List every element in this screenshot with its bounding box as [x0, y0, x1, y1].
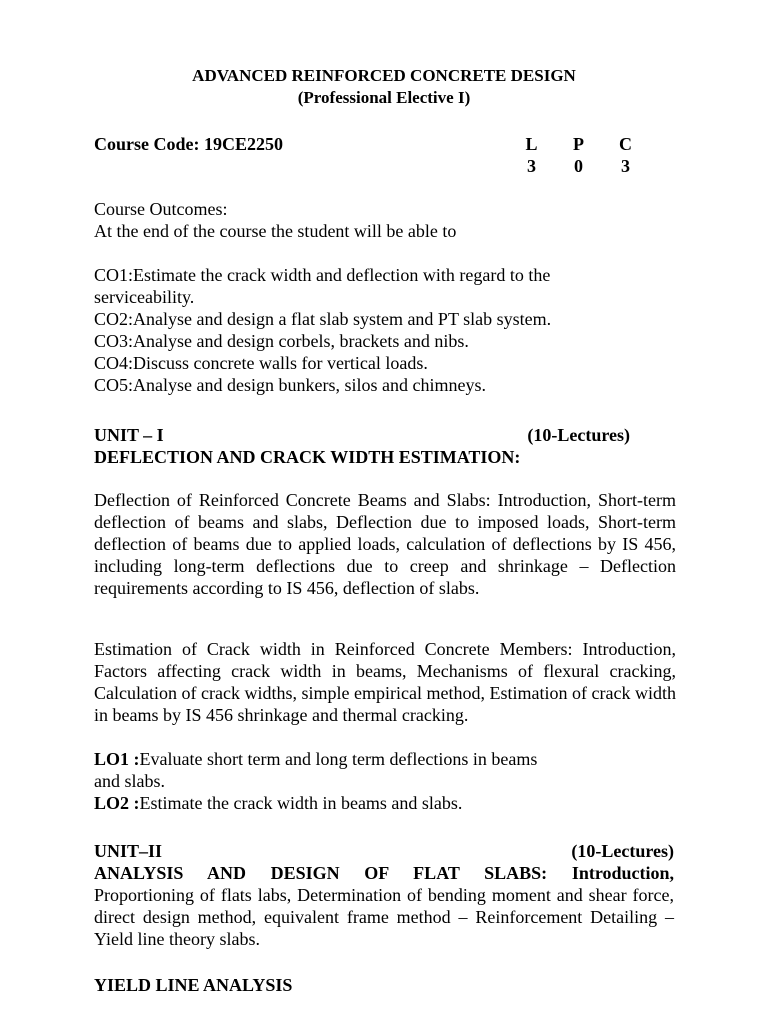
course-subtitle: (Professional Elective I): [297, 88, 471, 107]
unit1-lectures: (10-Lectures): [527, 425, 630, 445]
lpc-value-l: 3: [527, 156, 536, 176]
unit1-crack-paragraph: Estimation of Crack width in Reinforced Concrete Members: Introduction, Factors affecting crack width in beams, Mechanisms of flexural cracking, Calculation of crack widths, simple empirical method, Estimation of crack width in beams by IS 456 shrinkage and thermal cracking.: [94, 639, 676, 725]
course-outcomes-heading: Course Outcomes:: [94, 199, 228, 219]
unit1-label: UNIT – I: [94, 425, 164, 445]
lo1-label: LO1 :: [94, 749, 140, 769]
unit2-title: ANALYSIS AND DESIGN OF FLAT SLABS:: [94, 863, 548, 883]
unit2-heading-row: [94, 840, 674, 862]
unit2-lectures: (10-Lectures): [571, 841, 674, 861]
unit2-title-row: [94, 862, 674, 884]
lo2-line: [94, 792, 676, 814]
course-title: ADVANCED REINFORCED CONCRETE DESIGN: [192, 66, 576, 85]
lpc-label-l: L: [525, 134, 538, 154]
course-code: Course Code: 19CE2250: [94, 134, 283, 154]
unit1-learning-outcomes: [94, 748, 676, 814]
outcome-item-co3: CO3:Analyse and design corbels, brackets and nibs.: [94, 331, 469, 351]
lpc-label-p: P: [573, 134, 584, 154]
course-outcomes-list: [94, 264, 634, 396]
lo2-text: Estimate the crack width in beams and slabs.: [139, 793, 463, 813]
course-outcomes-intro: [94, 198, 676, 242]
outcome-item-co1: CO1:Estimate the crack width and deflection with regard to the serviceability.: [94, 265, 551, 307]
unit2-body: Proportioning of flats labs, Determination of bending moment and shear force, direct design method, equivalent frame method – Reinforcement Detailing –Yield line theory slabs.: [94, 885, 674, 949]
lpc-value-row: [508, 155, 649, 177]
lo2-label: LO2 :: [94, 793, 140, 813]
lpc-table: [508, 133, 649, 177]
lo1-continuation: and slabs.: [94, 771, 165, 791]
yield-line-heading: YIELD LINE ANALYSIS: [94, 975, 293, 995]
lpc-value-p: 0: [574, 156, 583, 176]
outcome-item-co5: CO5:Analyse and design bunkers, silos and chimneys.: [94, 375, 486, 395]
lpc-header-row: [508, 133, 649, 155]
lpc-label-c: C: [619, 134, 632, 154]
lpc-value-c: 3: [621, 156, 630, 176]
unit1-title: DEFLECTION AND CRACK WIDTH ESTIMATION:: [94, 447, 521, 467]
outcome-item-co4: CO4:Discuss concrete walls for vertical loads.: [94, 353, 428, 373]
outcome-item-co2: CO2:Analyse and design a flat slab system and PT slab system.: [94, 309, 552, 329]
lo1-text: Evaluate short term and long term deflections in beams: [139, 749, 538, 769]
unit1-deflection-paragraph: Deflection of Reinforced Concrete Beams and Slabs: Introduction, Short-term deflection of beams and slabs, Deflection due to imposed loads, Short-term deflection of beams due to applied loads, calculation of deflections by IS 456, including long-term deflections due to creep and shrinkage – Deflection requirements according to IS 456, deflection of slabs.: [94, 490, 676, 598]
lo1-line: [94, 748, 676, 770]
course-outcomes-lead: At the end of the course the student will be able to: [94, 221, 457, 241]
unit1-heading-row: [94, 424, 630, 446]
unit2-intro: Introduction,: [571, 863, 675, 883]
unit2-label: UNIT–II: [94, 841, 163, 861]
